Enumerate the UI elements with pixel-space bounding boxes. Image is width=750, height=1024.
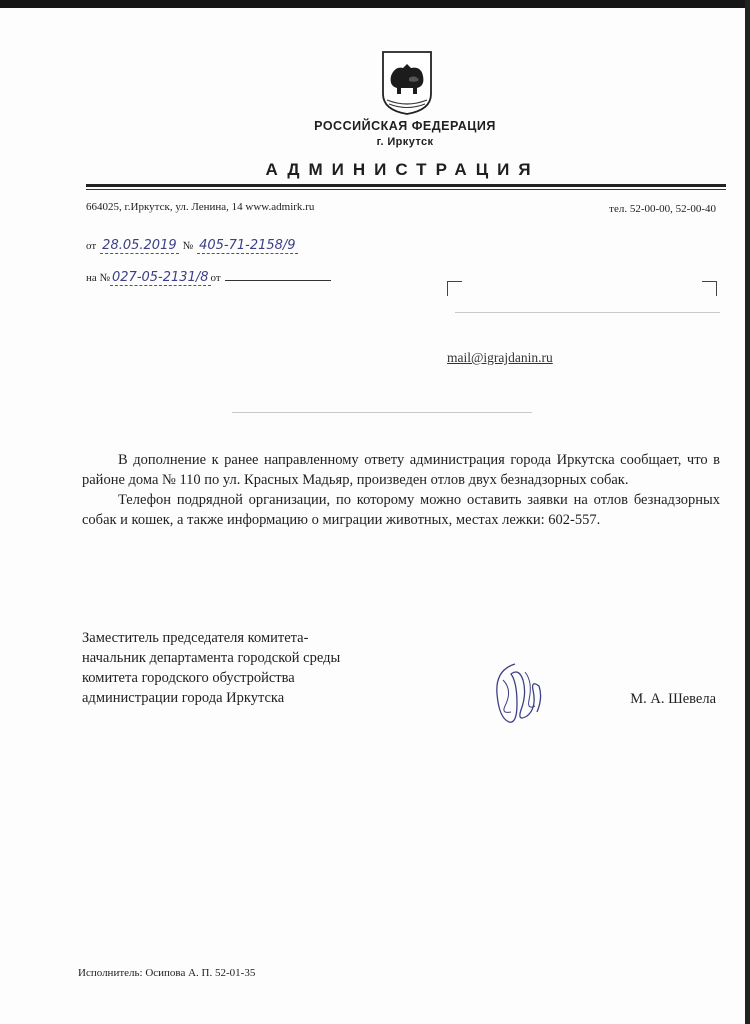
signatory-title-line: начальник департамента городской среды bbox=[82, 650, 341, 666]
signatory-title-line: комитета городского обустройства bbox=[82, 670, 295, 686]
signatory-title bbox=[82, 628, 340, 708]
address-line: 664025, г.Иркутск, ул. Ленина, 14 www.admirk.ru bbox=[86, 201, 315, 213]
organization-title: АДМИНИСТРАЦИЯ bbox=[265, 160, 540, 179]
reply-number: 027-05-2131/8 bbox=[112, 270, 209, 285]
body-paragraph: В дополнение к ранее направленному ответу администрация города Иркутска сообщает, что в районе дома № 110 по ул. Красных Мадьяр, произведен отлов двух безнадзорных собак. bbox=[82, 452, 720, 488]
from-label: от bbox=[86, 240, 97, 252]
city-heading: г. Иркутск bbox=[376, 136, 434, 148]
recipient-bracket-right bbox=[702, 281, 717, 296]
reply-line bbox=[86, 268, 331, 286]
phone-line: тел. 52-00-00, 52-00-40 bbox=[609, 203, 716, 215]
reply-label: на № bbox=[86, 272, 111, 284]
scan-edge-right bbox=[745, 0, 750, 1024]
handwritten-signature bbox=[487, 660, 549, 726]
redacted-salutation-line bbox=[232, 412, 532, 413]
registration-number: 405-71-2158/9 bbox=[199, 238, 296, 253]
signatory-name: М. А. Шевела bbox=[630, 691, 716, 707]
header-rule-thin bbox=[86, 189, 726, 190]
header-rule-thick bbox=[86, 184, 726, 187]
reply-date-blank bbox=[225, 270, 331, 281]
signatory-title-line: Заместитель председателя комитета- bbox=[82, 630, 309, 646]
country-heading: РОССИЙСКАЯ ФЕДЕРАЦИЯ bbox=[314, 119, 496, 133]
scan-edge-top bbox=[0, 0, 750, 8]
reply-from-label: от bbox=[210, 272, 221, 284]
recipient-email: mail@igrajdanin.ru bbox=[447, 350, 553, 365]
body-paragraph: Телефон подрядной организации, по которому можно оставить заявки на отлов безнадзорных собак и кошек, а также информацию о миграции животных, местах лежки: 602-557. bbox=[82, 492, 720, 528]
letter-body bbox=[82, 450, 720, 530]
registration-date: 28.05.2019 bbox=[102, 238, 177, 253]
signatory-title-line: администрации города Иркутска bbox=[82, 690, 285, 706]
number-label: № bbox=[182, 240, 194, 252]
recipient-bracket-left bbox=[447, 281, 462, 296]
executor-line: Исполнитель: Осипова А. П. 52-01-35 bbox=[78, 967, 256, 979]
redacted-recipient-line bbox=[455, 312, 720, 313]
irkutsk-coat-of-arms-icon bbox=[381, 50, 433, 116]
registration-line bbox=[86, 236, 298, 254]
